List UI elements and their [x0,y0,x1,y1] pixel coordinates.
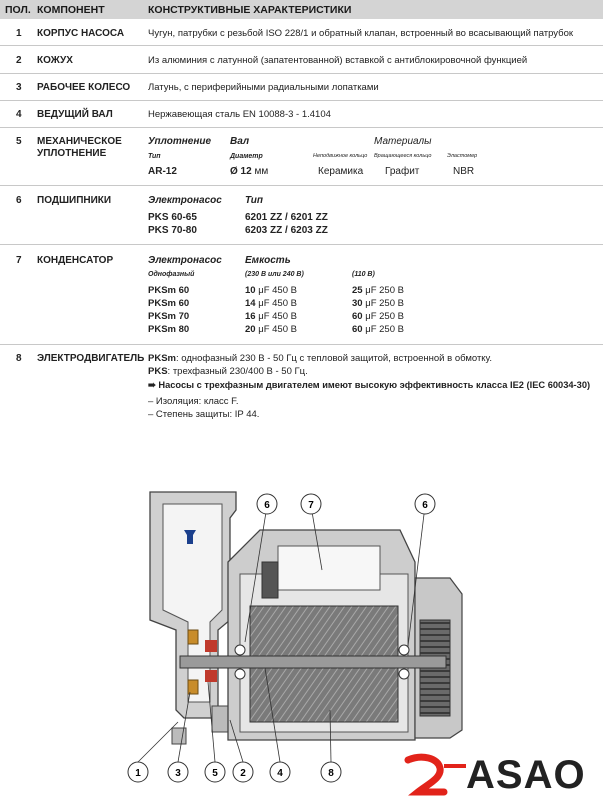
seal-sub-elastomer: Эластомер [447,153,478,159]
capacitor-230v: 14 μF 450 В [245,298,297,309]
bearing-front [235,645,245,655]
svg-text:5: 5 [212,768,218,779]
row-6-num: 6 [16,195,22,206]
bearings-heading-type: Тип [245,195,263,206]
header-component: КОМПОНЕНТ [37,4,105,16]
callout-6-top-left [257,494,277,514]
seal-heading-shaft: Вал [230,136,250,147]
motor-line-3: ➠ Насосы с трехфазным двигателем имеют высокую эффективность класса IE2 (IEC 60034-30) [148,380,591,390]
callout-1 [128,762,148,782]
motor-line-2: PKS: трехфазный 230/400 В - 50 Гц. [148,366,308,377]
bearing-rear [399,645,409,655]
row-5-num: 5 [16,136,22,147]
seal-elastomer: NBR [453,166,475,177]
row-8-component: ЭЛЕКТРОДВИГАТЕЛЬ [37,353,145,364]
callout-6-top-right [415,494,435,514]
capacitor-sub-phase: Однофазный [148,271,195,278]
capacitor-110v: 30 μF 250 В [352,298,404,309]
row-5-component-line1: МЕХАНИЧЕСКОЕ [37,136,122,147]
row-2-component: КОЖУХ [37,55,73,66]
capacitor-pump: PKSm 70 [148,311,190,322]
capacitor-pump: PKSm 60 [148,298,190,309]
capacitor-110v: 60 μF 250 В [352,324,404,335]
mechanical-seal [205,640,217,652]
bearing-rear [399,669,409,679]
row-1-desc: Чугун, патрубки с резьбой ISO 228/1 и обратный клапан, встроенный во всасывающий патрубок [148,28,574,39]
seal-sub-rotating: Вращающееся кольцо [374,153,432,159]
row-8-num: 8 [16,353,22,364]
svg-text:8: 8 [328,768,334,779]
callout-7 [301,494,321,514]
bearings-type-1: 6201 ZZ / 6201 ZZ [245,212,328,223]
capacitor-230v: 16 μF 450 В [245,311,297,322]
row-divider [0,344,603,345]
bearings-pump-1: PKS 60-65 [148,212,197,223]
row-1-num: 1 [16,28,22,39]
row-divider [0,185,603,186]
svg-text:2: 2 [240,768,246,779]
callout-2 [233,762,253,782]
row-1-component: КОРПУС НАСОСА [37,28,125,39]
pump-body [150,492,236,744]
seal-heading-seal: Уплотнение [148,136,212,147]
row-divider [0,73,603,74]
capacitor-pump: PKSm 60 [148,285,190,296]
capacitor-pump: PKSm 80 [148,324,190,335]
capacitor-230v: 10 μF 450 В [245,285,297,296]
row-7-num: 7 [16,255,22,266]
callout-3 [168,762,188,782]
row-3-component: РАБОЧЕЕ КОЛЕСО [37,82,131,93]
row-divider [0,244,603,245]
svg-text:4: 4 [277,768,283,779]
bearings-heading-pump: Электронасос [148,195,222,206]
row-2-desc: Из алюминия с латунной (запатентованной) вставкой с антиблокировочной функцией [148,55,528,66]
svg-text:1: 1 [135,768,141,779]
row-6-component: ПОДШИПНИКИ [37,195,112,206]
seal-sub-fixed: Неподвижное кольцо [313,153,368,159]
svg-text:6: 6 [422,500,428,511]
callout-5 [205,762,225,782]
row-divider [0,127,603,128]
motor-line-5: – Степень защиты: IP 44. [148,409,260,420]
svg-text:7: 7 [308,500,314,511]
seal-diameter: Ø 12 мм [230,166,269,177]
motor-shaft [180,656,446,668]
capacitor-sub-230: (230 В или 240 В) [245,271,304,278]
svg-text:3: 3 [175,768,181,779]
capacitor-heading-capacity: Емкость [245,255,291,266]
mechanical-seal [205,670,217,682]
bearing-front [235,669,245,679]
seal-rotating: Графит [385,166,420,177]
capacitor-230v: 20 μF 450 В [245,324,297,335]
header-pos: ПОЛ. [5,4,31,16]
bearings-pump-2: PKS 70-80 [148,225,197,236]
callout-8 [321,762,341,782]
seal-type: AR-12 [148,166,177,177]
seal-heading-materials: Материалы [374,136,432,147]
row-3-desc: Латунь, с периферийными радиальными лопатками [148,82,379,93]
row-4-component: ВЕДУЩИЙ ВАЛ [37,109,113,120]
row-7-component: КОНДЕНСАТОР [37,255,114,266]
motor-line-4: – Изоляция: класс F. [148,396,239,407]
table-header [0,0,603,19]
row-divider [0,45,603,46]
asao-logo [404,752,600,798]
motor-line-1: PKSm: однофазный 230 В - 50 Гц с тепловой защитой, встроенной в обмотку. [148,353,492,364]
capacitor-110v: 25 μF 250 В [352,285,404,296]
callout-4 [270,762,290,782]
row-3-num: 3 [16,82,22,93]
seal-fixed: Керамика [318,166,364,177]
logo-mark-icon [404,752,468,798]
row-4-desc: Нержавеющая сталь EN 10088-3 - 1.4104 [148,109,331,120]
seal-sub-diameter: Диаметр [230,153,263,160]
pump-cross-section-diagram [0,470,603,800]
row-4-num: 4 [16,109,22,120]
bearings-type-2: 6203 ZZ / 6203 ZZ [245,225,328,236]
logo-text: ASAO [466,753,586,797]
capacitor-sub-110: (110 В) [352,271,375,278]
header-specs: КОНСТРУКТИВНЫЕ ХАРАКТЕРИСТИКИ [148,4,352,16]
capacitor-110v: 60 μF 250 В [352,311,404,322]
row-2-num: 2 [16,55,22,66]
capacitor-heading-pump: Электронасос [148,255,222,266]
row-5-component-line2: УПЛОТНЕНИЕ [37,148,107,159]
svg-text:6: 6 [264,500,270,511]
row-divider [0,100,603,101]
seal-sub-type: Тип [148,153,161,160]
